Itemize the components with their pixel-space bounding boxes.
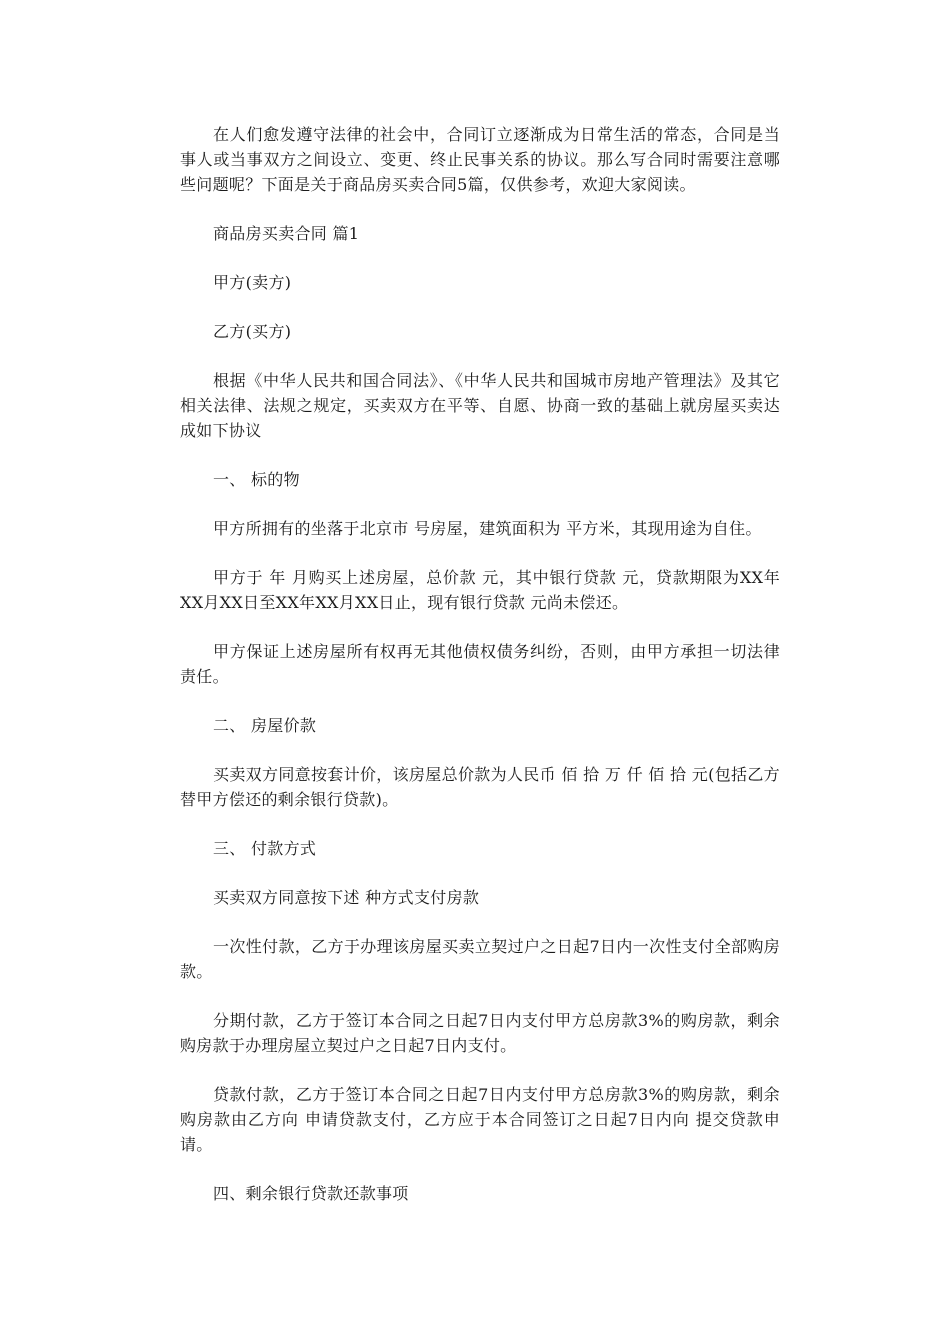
party-b-label: 乙方(买方)	[213, 322, 292, 341]
section-heading-loan-repayment: 四、剩余银行贷款还款事项	[213, 1184, 409, 1203]
section-heading-subject: 一、 标的物	[213, 470, 300, 489]
payment-method-paragraph: 买卖双方同意按下述 种方式支付房款	[213, 888, 480, 907]
price-paragraph: 买卖双方同意按套计价，该房屋总价款为人民币 佰 拾 万 仟 佰 拾 元(包括乙方替甲方偿还的剩余银行贷款)。	[180, 765, 780, 809]
contract-title: 商品房买卖合同 篇1	[213, 224, 360, 243]
installment-payment-paragraph: 分期付款，乙方于签订本合同之日起7日内支付甲方总房款3%的购房款，剩余购房款于办理房屋立契过户之日起7日内支付。	[180, 1011, 780, 1055]
loan-payment-paragraph: 贷款付款，乙方于签订本合同之日起7日内支付甲方总房款3%的购房款，剩余购房款由乙方向 申请贷款支付，乙方应于本合同签订之日起7日内向 提交贷款申请。	[180, 1085, 780, 1154]
section-heading-payment: 三、 付款方式	[213, 839, 317, 858]
party-a-label: 甲方(卖方)	[213, 273, 292, 292]
lump-sum-payment-paragraph: 一次性付款，乙方于办理该房屋买卖立契过户之日起7日内一次性支付全部购房款。	[180, 937, 780, 981]
intro-paragraph: 在人们愈发遵守法律的社会中，合同订立逐渐成为日常生活的常态，合同是当事人或当事双方之间设立、变更、终止民事关系的协议。那么写合同时需要注意哪些问题呢？下面是关于商品房买卖合同5篇，仅供参考，欢迎大家阅读。	[180, 125, 780, 194]
property-location-paragraph: 甲方所拥有的坐落于北京市 号房屋，建筑面积为 平方米，其现用途为自住。	[213, 519, 762, 538]
ownership-guarantee-paragraph: 甲方保证上述房屋所有权再无其他债权债务纠纷，否则，由甲方承担一切法律责任。	[180, 642, 780, 686]
document-body	[180, 122, 780, 1230]
legal-basis-paragraph: 根据《中华人民共和国合同法》、《中华人民共和国城市房地产管理法》及其它相关法律、法规之规定，买卖双方在平等、自愿、协商一致的基础上就房屋买卖达成如下协议	[180, 371, 780, 440]
section-heading-price: 二、 房屋价款	[213, 716, 317, 735]
purchase-history-paragraph: 甲方于 年 月购买上述房屋，总价款 元，其中银行贷款 元，贷款期限为XX年XX月XX日至XX年XX月XX日止，现有银行贷款 元尚未偿还。	[180, 568, 780, 612]
